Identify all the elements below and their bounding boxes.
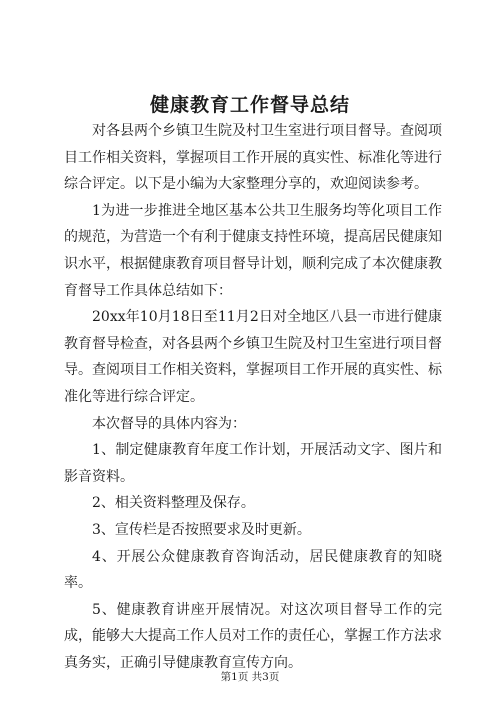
document-title: 健康教育工作督导总结 xyxy=(149,94,350,116)
paragraph-intro: 对各县两个乡镇卫生院及村卫生室进行项目督导。查阅项目工作相关资料，掌握项目工作开展的真实性、标准化等进行综合评定。以下是小编为大家整理分享的，欢迎阅读参考。 xyxy=(64,123,442,193)
paragraph-inspection: 20xx年10月18日至11月2日对全地区八县一市进行健康教育督导检查，对各县两个乡镇卫生院及村卫生室进行项目督导。查阅项目工作相关资料，掌握项目工作开展的真实性、标准化等进行综合评定。 xyxy=(64,309,442,405)
paragraph-background: 1为进一步推进全地区基本公共卫生服务均等化项目工作的规范，为营造一个有利于健康支持性环境，提高居民健康知识水平，根据健康教育项目督导计划，顺利完成了本次健康教育督导工作具体总结如下： xyxy=(64,202,442,299)
document-body xyxy=(64,118,442,676)
list-item-records: 2、相关资料整理及保存。 xyxy=(92,495,255,512)
page-number-footer: 第1页 共3页 xyxy=(220,671,280,683)
list-item-consultation: 4、开展公众健康教育咨询活动，居民健康教育的知晓率。 xyxy=(64,548,442,592)
paragraph-content-heading: 本次督导的具体内容为： xyxy=(92,415,246,432)
list-item-plan: 1、制定健康教育年度工作计划，开展活动文字、图片和影音资料。 xyxy=(64,442,442,485)
list-item-bulletin-board: 3、宣传栏是否按照要求及时更新。 xyxy=(92,521,311,538)
list-item-lectures: 5、健康教育讲座开展情况。对这次项目督导工作的完成，能够大大提高工作人员对工作的责任心，掌握工作方法求真务实，正确引导健康教育宣传方向。 xyxy=(64,601,442,671)
